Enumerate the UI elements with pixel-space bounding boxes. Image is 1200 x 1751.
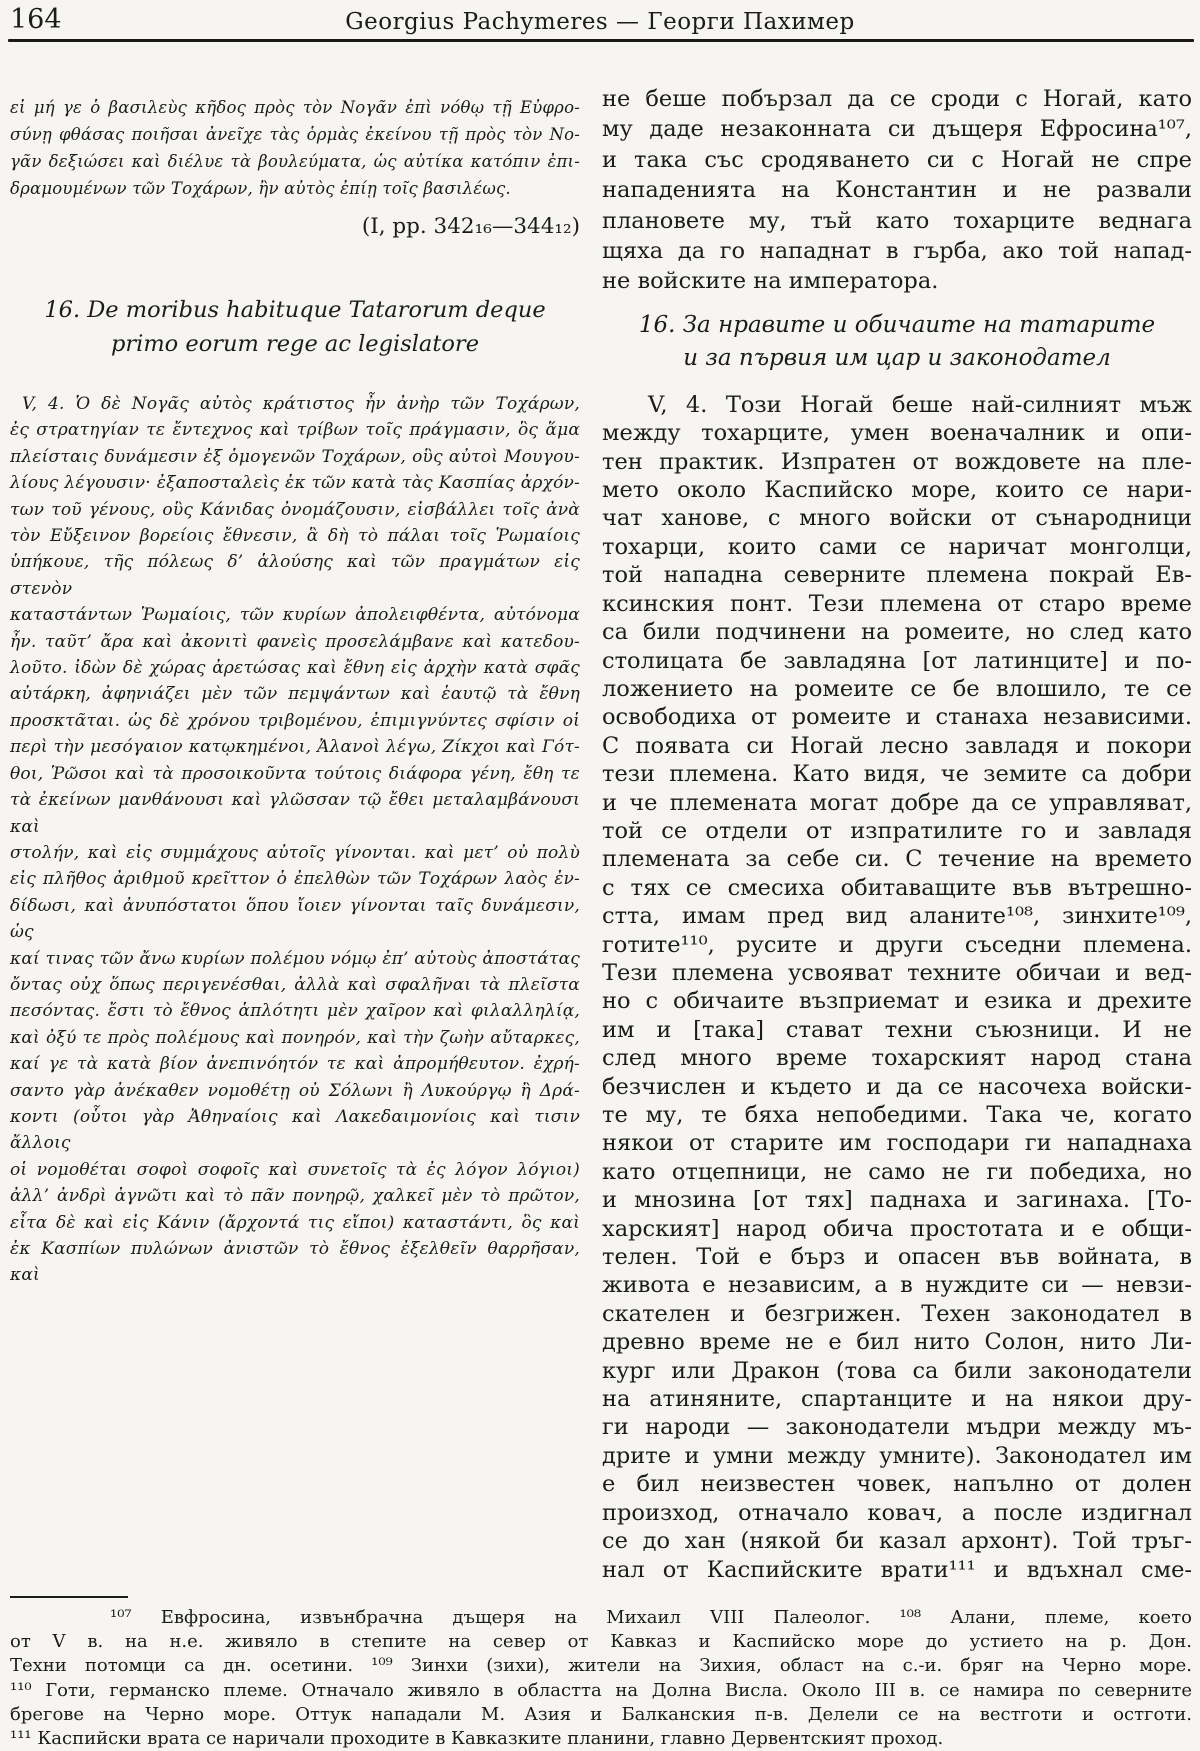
text-line: Техни потомци са дн. осетини. ¹⁰⁹ Зинхи (зихи), жители на Зихия, област на с.-и. бряг на Черно море. xyxy=(10,1655,1192,1677)
text-line: харският] народ обича простотата и е общи- xyxy=(602,1215,1192,1242)
text-line: 16. За нравите и обичаите на татарите xyxy=(638,311,1156,338)
text-line: тен практик. Изпратен от вождовете на пле- xyxy=(602,448,1192,475)
text-line: но с обичаите възприемат и езика и дрехите xyxy=(602,988,1192,1015)
text-line: ἦν. ταῦτ’ ἄρα καὶ ἀκονιτὶ φανεὶς προσελάμβανε καὶ κατεδου- xyxy=(10,631,580,652)
text-line: 16. De moribus habituque Tatarorum deque xyxy=(44,297,546,323)
footnote-111 xyxy=(10,1727,1192,1751)
text-line: стта, имам пред вид аланите¹⁰⁸, зинхите¹⁰⁹, xyxy=(602,903,1192,930)
text-line: εἰ μή γε ὁ βασιλεὺς κῆδος πρὸς τὸν Νογᾶν ἐπὶ νόθῳ τῇ Εὐφρο- xyxy=(10,98,580,117)
text-line: V, 4. Този Ногай беше най-силният мъж xyxy=(648,391,1192,418)
text-line: след много време тохарският народ стана xyxy=(602,1045,1192,1072)
text-line: καί γε τὰ κατὰ βίον ἀνεπινόητόν τε καὶ ἀπρομήθευτον. ἐχρή- xyxy=(10,1054,580,1075)
text-line: περὶ τὴν μεσόγαιον κατῳκημένοι, Ἀλανοὶ λέγω, Ζίκχοι καὶ Γότ- xyxy=(10,737,580,758)
text-line: θοι, Ῥῶσοι καὶ τὰ προσοικοῦντα τούτοις διάφορα γένη, ἔθη τε xyxy=(10,763,580,784)
text-line: ксинския понт. Тези племена от старо време xyxy=(602,590,1192,617)
text-line: С появата си Ногай лесно завладя и покори xyxy=(602,732,1192,759)
text-line: γᾶν δεξιώσει καὶ διέλυε τὰ βουλεύματα, ὡς αὐτίκα κατόπιν ἐπι- xyxy=(10,152,580,171)
text-line: не войските на императора. xyxy=(602,268,939,295)
translation-paragraph-2 xyxy=(602,391,1192,1584)
text-line: ἀλλ’ ἀνδρὶ ἀγνῶτι καὶ τὸ πᾶν πονηρῷ, χαλκεῖ μὲν τὸ πρῶτον, xyxy=(10,1186,580,1207)
text-line: ги народи — законодатели мъдри между мъ- xyxy=(602,1414,1192,1441)
bulgarian-column xyxy=(602,44,1192,1592)
bulgarian-section-heading xyxy=(602,309,1192,375)
footnote-110 xyxy=(10,1679,1192,1727)
text-line: му даде незаконната си дъщеря Ефросина¹⁰⁷, xyxy=(602,116,1192,143)
text-line: и че племената могат добре да се управляват, xyxy=(602,789,1192,816)
text-line: нападенията на Константин и не развали xyxy=(602,177,1192,204)
text-line: τὰ ἐκείνων μανθάνουσι καὶ γλῶσσαν τῷ ἔθει μεταλαμβάνουσι καὶ xyxy=(10,790,580,837)
text-line: τὸν Εὔξεινον βορείοις ἔθνεσιν, ἃ δὴ τὸ πάλαι τοῖς Ῥωμαίοις xyxy=(10,526,580,547)
text-line: скателен и безгрижен. Техен законодател в xyxy=(602,1300,1192,1327)
text-line: нал от Каспийските врати¹¹¹ и вдъхнал сме- xyxy=(602,1556,1192,1583)
running-title: Georgius Pachymeres — Георги Пахимер xyxy=(345,9,855,35)
page-number: 164 xyxy=(10,4,62,35)
text-line: ἐκ Κασπίων πυλώνων ἀνιστῶν τὸ ἔθνος ἐξελθεῖν θαρρῆσαν, καὶ xyxy=(10,1239,580,1286)
footnote-107-109 xyxy=(10,1606,1192,1679)
text-line: σαντο γὰρ ἀνέκαθεν νομοθέτῃ οὐ Σόλωνι ἢ Λυκούργῳ ἢ Δρά- xyxy=(10,1080,580,1101)
page-header xyxy=(0,0,1200,44)
greek-text-body xyxy=(10,391,580,1289)
text-line: плановете му, тъй като тохарците веднага xyxy=(602,207,1192,234)
text-line: εἶτα δὲ καὶ εἰς Κάνιν (ἄρχοντά τις εἴποι) καταστάντι, ὃς καὶ xyxy=(10,1212,580,1233)
text-line: не беше побързал да се сроди с Ногай, като xyxy=(602,86,1192,112)
text-line: мето около Каспийско море, които се нари- xyxy=(602,477,1192,504)
text-line: ложението на ромеите се бе влошило, те се xyxy=(602,675,1192,702)
translation-paragraph-1 xyxy=(602,84,1192,297)
text-line: като отцепници, не само не ги победиха, но xyxy=(602,1158,1192,1185)
text-line: ὑπήκουε, τῆς πόλεως δ’ ἁλούσης καὶ τῶν πραγμάτων εἰς στενὸν xyxy=(10,552,580,599)
text-line: ¹¹¹ Каспийски врата се наричали проходите в Кавказките планини, главно Дервентският проход. xyxy=(10,1728,944,1750)
text-line: произход, отначало ковач, а после издигнал xyxy=(602,1499,1192,1526)
greek-excerpt xyxy=(10,94,580,202)
text-line: с тях се смесиха обитаващите във вътрешно- xyxy=(602,874,1192,901)
text-line: στολήν, καὶ εἰς συμμάχους αὐτοῖς γίνονται. καὶ μετ’ οὐ πολὺ xyxy=(10,842,580,863)
text-line: живота е независим, а в нуждите си — невзи- xyxy=(602,1272,1192,1299)
text-line: των τοῦ γένους, οὓς Κάνιδας ὀνομάζουσιν, εἰσβάλλει τοῖς ἀνὰ xyxy=(10,499,580,520)
text-line: се до хан (някой би казал архонт). Той тръг- xyxy=(602,1528,1192,1555)
text-line: древно време не е бил нито Солон, нито Ли- xyxy=(602,1329,1192,1356)
text-line: кург или Дракон (това са били законодатели xyxy=(602,1357,1192,1384)
text-line: Тези племена усвояват техните обичаи и вед- xyxy=(602,959,1192,986)
text-line: ¹⁰⁷ Евфросина, извънбрачна дъщеря на Михаил VIII Палеолог. ¹⁰⁸ Алани, племе, което xyxy=(110,1607,1192,1628)
text-line: той се отдели от изпратилите го и завладя xyxy=(602,817,1192,844)
text-line: телен. Той е бърз и опасен във войната, в xyxy=(602,1244,1192,1271)
text-line: тохарци, които сами се наричат монголци, xyxy=(602,533,1192,560)
text-line: ὄντας οὐχ ὅπως περιγενέσθαι, ἀλλὰ καὶ σφαλῆναι τὰ πλεῖστα xyxy=(10,974,580,995)
text-line: κοντι (οὗτοι γὰρ Ἀθηναίοις καὶ Λακεδαιμονίοις καὶ τισιν ἄλλοις xyxy=(10,1106,580,1154)
header-rule xyxy=(8,39,1194,42)
two-column-text xyxy=(0,44,1200,1592)
text-line: ἐς στρατηγίαν τε ἔντεχνος καὶ τρίβων τοῖς πράγμασιν, ὃς ἅμα xyxy=(10,420,580,441)
text-line: πλείσταις δυνάμεσιν ἐξ ὁμογενῶν Τοχάρων, οὓς αὐτοὶ Μουγου- xyxy=(10,446,580,467)
text-line: безчислен и където и да се насочеха войски- xyxy=(602,1073,1192,1100)
text-line: им и [така] стават техни съюзници. И не xyxy=(602,1016,1192,1043)
text-line: λοῦτο. ἰδὼν δὲ χώρας ἀρετώσας καὶ ἔθνη εἰς ἀρχὴν κατὰ σφᾶς xyxy=(10,658,580,679)
text-line: между тохарците, умен военачалник и опи- xyxy=(602,420,1192,447)
text-line: οἱ νομοθέται σοφοὶ σοφοῖς καὶ συνετοῖς τὰ ἐς λόγον λόγιοι) xyxy=(10,1159,580,1180)
text-line: те му, те бяха непобедими. Така че, когато xyxy=(602,1102,1192,1128)
text-line: и мнозина [от тях] паднаха и загинаха. [То- xyxy=(602,1187,1192,1214)
text-line: προσκτᾶται. ὡς δὲ χρόνου τριβομένου, ἐπιμιγνύντες σφίσιν οἱ xyxy=(10,710,580,731)
text-line: primo eorum rege ac legislatore xyxy=(110,331,480,357)
text-line: λίους λέγουσιν· ἐξαποσταλεὶς ἐκ τῶν κατὰ τὰς Κασπίας ἀρχόν- xyxy=(10,473,580,494)
text-line: той нападна северните племена покрай Ев- xyxy=(602,562,1192,589)
source-citation: (I, pp. 342₁₆—344₁₂) xyxy=(361,214,580,239)
text-line: V, 4. Ὁ δὲ Νογᾶς αὐτὸς κράτιστος ἦν ἀνὴρ τῶν Τοχάρων, xyxy=(22,394,580,414)
text-line: и така със сродяването си с Ногай не спре xyxy=(602,146,1192,173)
text-line: някои от старите им господари ги нападнаха xyxy=(602,1130,1192,1157)
text-line: племената за себе си. С течение на времето xyxy=(602,846,1192,873)
greek-column xyxy=(10,44,580,1592)
footnotes xyxy=(0,1604,1200,1751)
text-line: готите¹¹⁰, русите и други съседни племена. xyxy=(602,931,1192,958)
latin-section-heading xyxy=(10,293,580,361)
text-line: δίδωσι, καὶ ἀνυπόστατοι ὅπου ἴοιεν γίνονται ταῖς δυνάμεσιν, ὡς xyxy=(10,895,580,943)
text-line: ¹¹⁰ Готи, германско племе. Отначало живяло в областта на Долна Висла. Около III в. се намира по северните xyxy=(10,1679,1192,1701)
text-line: δραμουμένων τῶν Τοχάρων, ἢν αὐτὸς ἐπίῃ τοῖς βασιλέως. xyxy=(10,179,511,198)
text-line: καὶ ὀξύ τε πρὸς πολέμους καὶ πονηρόν, καὶ τὴν ζωὴν αὔταρκες, xyxy=(10,1027,580,1048)
text-line: πεσόντας. ἔστι τὸ ἔθνος ἁπλότητι μὲν χαῖρον καὶ φιλαλληλίᾳ, xyxy=(10,1001,580,1022)
text-line: щяха да го нападнат в гърба, ако той напад- xyxy=(602,238,1192,265)
text-line: чат ханове, с много войски от сънародници xyxy=(602,505,1192,532)
text-line: столицата бе завладяна [от латинците] и по- xyxy=(602,647,1192,674)
footnote-separator xyxy=(10,1596,128,1598)
text-line: освободиха от ромеите и станаха независими. xyxy=(602,704,1192,731)
text-line: на атиняните, спартанците и на някои дру- xyxy=(602,1386,1192,1413)
text-line: εἰς πλῆθος ἀριθμοῦ κρεῖττον ὁ ἐπελθὼν τῶν Τοχάρων λαὸς ἐν- xyxy=(10,869,580,890)
text-line: дрите и умни между умните). Законодател им xyxy=(602,1442,1192,1469)
text-line: е бил неизвестен човек, напълно от долен xyxy=(602,1471,1192,1498)
text-line: тези племена. Като видя, че земите са добри xyxy=(602,761,1192,788)
text-line: и за първия им цар и законодател xyxy=(683,344,1111,371)
text-line: брегове на Черно море. Оттук нападали М. Азия и Балканския п-в. Делели се на вестготи и остготи. xyxy=(10,1703,1192,1725)
text-line: καί τινας τῶν ἄνω κυρίων πολέμου νόμῳ ἐπ’ αὐτοὺς ἀποστάτας xyxy=(10,948,580,969)
text-line: αὐτάρκη, ἀφηνιάζει μὲν τῶν πεμψάντων καὶ ἑαυτῷ τὰ ἔθνη xyxy=(10,684,580,705)
text-line: καταστάντων Ῥωμαίοις, τῶν κυρίων ἀπολειφθέντα, αὐτόνομα xyxy=(10,605,580,626)
text-line: от V в. на н.е. живяло в степите на север от Кавказ и Каспийско море до устието на р. Дон. xyxy=(10,1631,1192,1653)
text-line: са били подчинени на ромеите, но след като xyxy=(602,619,1192,646)
text-line: σύνῃ φθάσας ποιῆσαι ἀνεῖχε τὰς ὁρμὰς ἐκείνου τῇ πρὸς τὸν Νο- xyxy=(10,125,580,144)
